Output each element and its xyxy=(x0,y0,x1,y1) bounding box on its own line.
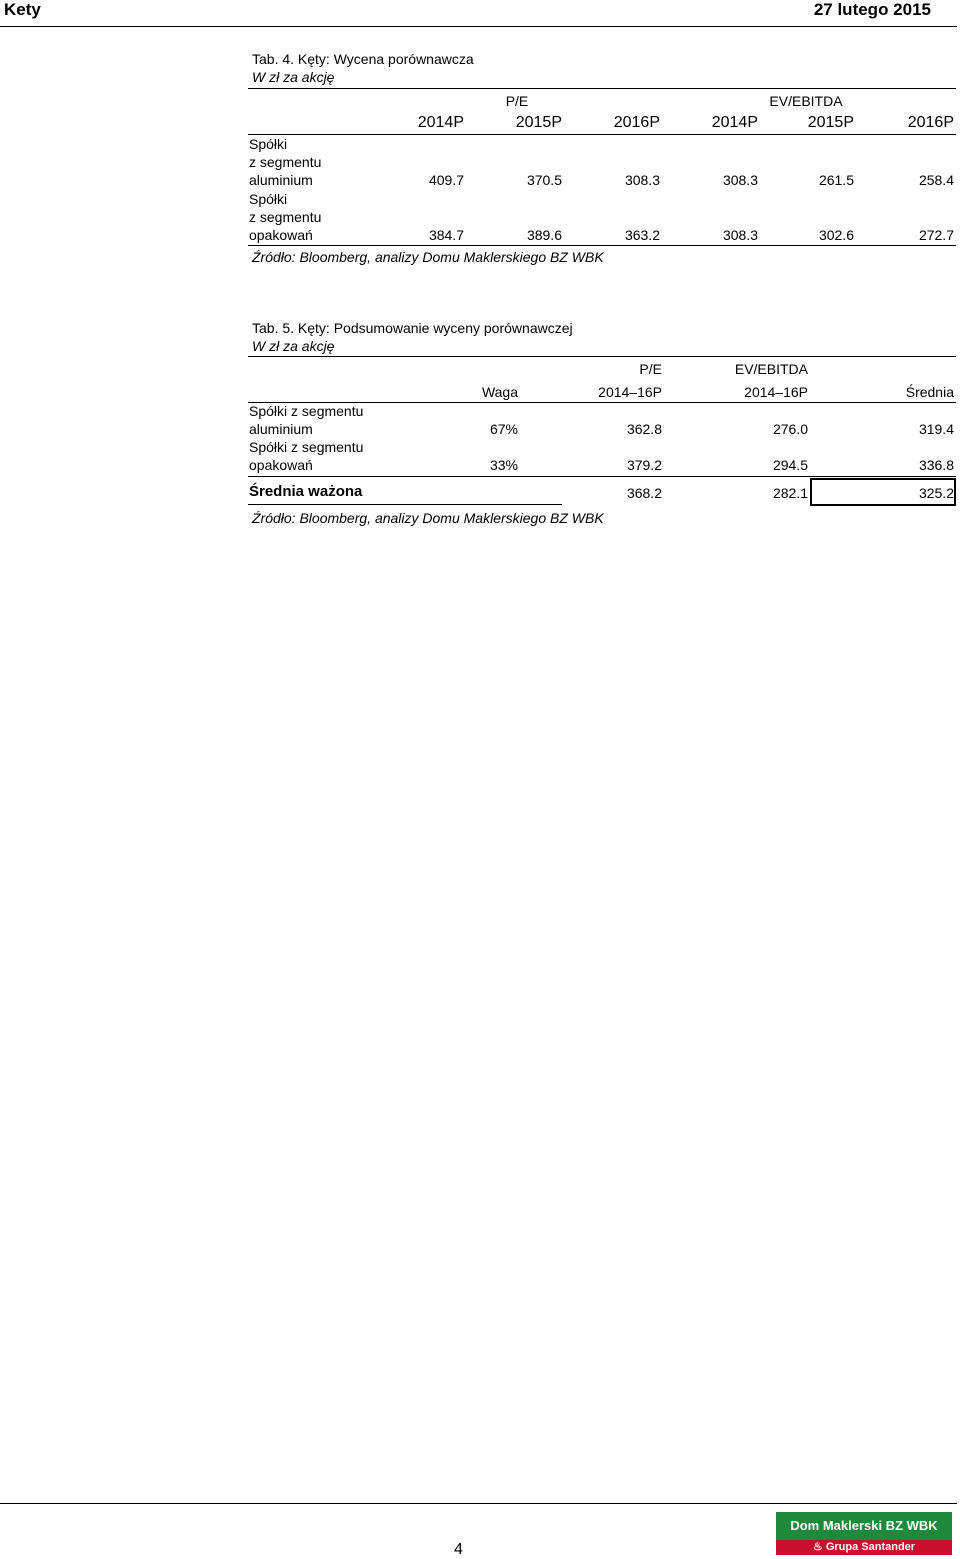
tab5-row1-label-1: Spółki z segmentu xyxy=(249,403,364,419)
tab5-col-ev: 2014–16P xyxy=(744,384,808,400)
tab5-total-label: Średnia ważona xyxy=(249,483,363,500)
tab4-row1-v4: 308.3 xyxy=(722,172,758,188)
dm-bzwbk-logo xyxy=(776,1512,952,1555)
tab5-row2-avg: 336.8 xyxy=(918,457,954,473)
tab4-row2-v5: 302.6 xyxy=(818,227,854,243)
tab5-row1-pe: 362.8 xyxy=(626,421,662,437)
header-company: Kety xyxy=(4,0,41,19)
tab5-total-ev: 282.1 xyxy=(772,485,808,501)
tab4-row1-v3: 308.3 xyxy=(624,172,660,188)
tab4-bottom-rule xyxy=(248,245,956,246)
tab4-header-rule xyxy=(248,134,956,135)
tab5-row1-avg: 319.4 xyxy=(918,421,954,437)
tab4-row1-label-1: Spółki xyxy=(249,136,288,152)
tab5-row1-ev: 276.0 xyxy=(772,421,808,437)
tab4-row2-v3: 363.2 xyxy=(624,227,660,243)
tab4-row1-v6: 258.4 xyxy=(918,172,954,188)
tab5-total-pe: 368.2 xyxy=(626,485,662,501)
tab5-row2-waga: 33% xyxy=(489,457,518,473)
tab4-title: Tab. 4. Kęty: Wycena porównawcza xyxy=(252,51,474,67)
tab5-col-pe: 2014–16P xyxy=(598,384,662,400)
tab4-year-2: 2015P xyxy=(515,114,562,131)
santander-flame-icon: ♨ xyxy=(812,1541,823,1553)
tab4-source: Źródło: Bloomberg, analizy Domu Maklerskiego BZ WBK xyxy=(252,249,604,265)
tab4-row1-v2: 370.5 xyxy=(526,172,562,188)
tab4-row2-v4: 308.3 xyxy=(722,227,758,243)
tab4-row2-label-3: opakowań xyxy=(249,227,313,243)
page-header xyxy=(0,0,957,27)
tab5-title: Tab. 5. Kęty: Podsumowanie wyceny porównawczej xyxy=(252,320,573,336)
tab5-source: Źródło: Bloomberg, analizy Domu Maklerskiego BZ WBK xyxy=(252,510,604,526)
logo-top-text: Dom Maklerski BZ WBK xyxy=(776,1512,952,1540)
tab4-subtitle: W zł za akcję xyxy=(252,69,335,85)
tab5-row-rule xyxy=(248,476,956,477)
tab5-group-pe: P/E xyxy=(639,361,662,377)
header-date: 27 lutego 2015 xyxy=(813,0,931,19)
tab5-col-srednia: Średnia xyxy=(905,384,954,400)
tab4-row1-v5: 261.5 xyxy=(818,172,854,188)
tab4-year-6: 2016P xyxy=(907,114,954,131)
footer-rule xyxy=(0,1503,957,1504)
tab4-year-3: 2016P xyxy=(613,114,660,131)
tab5-top-rule xyxy=(248,356,956,357)
tab4-row2-label-1: Spółki xyxy=(249,191,288,207)
tab5-bottom-rule xyxy=(248,504,562,505)
tab4-year-4: 2014P xyxy=(711,114,758,131)
tab4-row1-v1: 409.7 xyxy=(428,172,464,188)
tab5-group-ev: EV/EBITDA xyxy=(734,361,808,377)
tab5-row2-label-1: Spółki z segmentu xyxy=(249,439,364,455)
tab4-top-rule xyxy=(248,88,956,89)
table-tab5 xyxy=(248,317,956,532)
tab5-col-waga: Waga xyxy=(481,384,518,400)
tab5-row2-pe: 379.2 xyxy=(626,457,662,473)
tab4-row2-v2: 389.6 xyxy=(526,227,562,243)
page-number: 4 xyxy=(454,1541,463,1558)
tab4-row1-label-3: aluminium xyxy=(249,172,313,188)
logo-bottom-label: Grupa Santander xyxy=(825,1541,916,1553)
tab5-row2-label-2: opakowań xyxy=(249,457,313,473)
tab5-subtitle: W zł za akcję xyxy=(252,338,335,354)
table-tab4 xyxy=(248,48,956,273)
tab4-row2-v6: 272.7 xyxy=(918,227,954,243)
logo-bottom-text xyxy=(776,1540,952,1555)
tab4-row1-label-2: z segmentu xyxy=(249,154,322,170)
tab4-year-5: 2015P xyxy=(807,114,854,131)
tab4-group-ev: EV/EBITDA xyxy=(769,93,843,109)
tab4-row2-label-2: z segmentu xyxy=(249,209,322,225)
tab4-year-1: 2014P xyxy=(417,114,464,131)
tab5-row1-waga: 67% xyxy=(489,421,518,437)
tab4-row2-v1: 384.7 xyxy=(428,227,464,243)
tab5-row2-ev: 294.5 xyxy=(772,457,808,473)
tab5-total-avg: 325.2 xyxy=(918,485,954,501)
tab4-group-pe: P/E xyxy=(505,93,529,109)
tab5-row1-label-2: aluminium xyxy=(249,421,313,437)
